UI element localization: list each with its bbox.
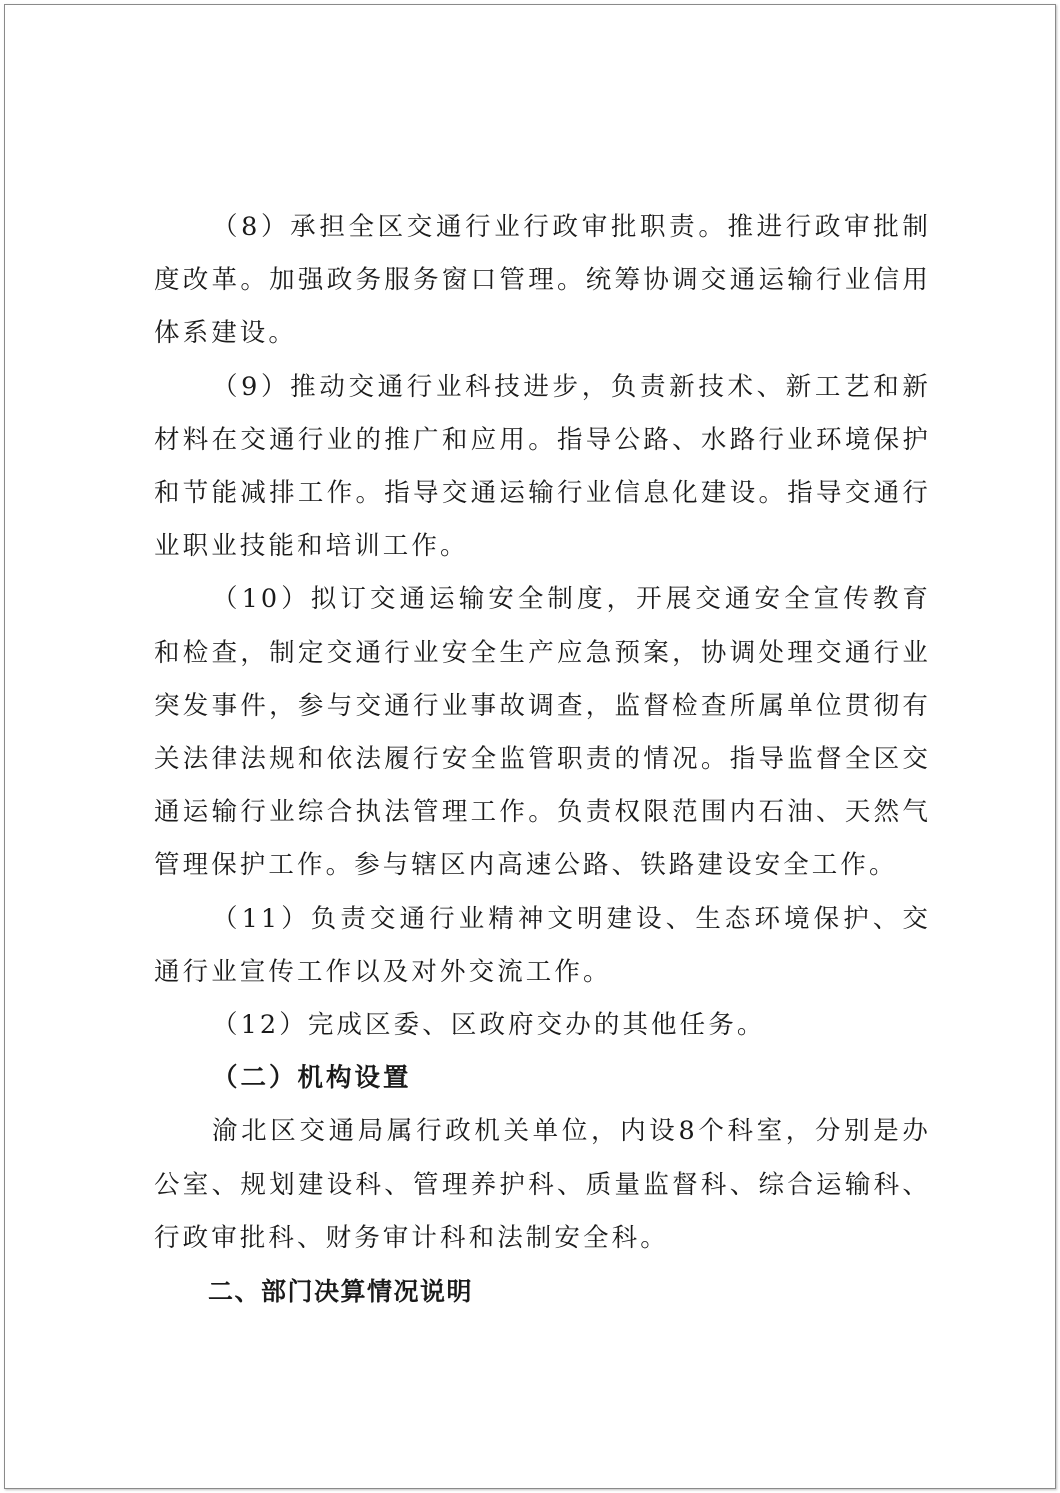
paragraph-item-8: （8）承担全区交通行业行政审批职责。推进行政审批制度改革。加强政务服务窗口管理。统筹协调交通运输行业信用体系建设。 (154, 212, 931, 349)
org-setup-paragraph: 渝北区交通局属行政机关单位，内设8个科室，分别是办公室、规划建设科、管理养护科、质量监督科、综合运输科、行政审批科、财务审计科和法制安全科。 (154, 1116, 931, 1253)
org-setup-heading: （二）机构设置 (212, 1063, 412, 1094)
paragraph-item-11: （11）负责交通行业精神文明建设、生态环境保护、交通行业宣传工作以及对外交流工作。 (154, 903, 931, 987)
paragraph-item-9: （9）推动交通行业科技进步，负责新技术、新工艺和新材料在交通行业的推广和应用。指导公路、水路行业环境保护和节能减排工作。指导交通运输行业信息化建设。指导交通行业职业技能和培训工作。 (154, 371, 931, 562)
section-heading: 二、部门决算情况说明 (208, 1277, 474, 1307)
paragraph-item-12: （12）完成区委、区政府交办的其他任务。 (212, 1010, 766, 1041)
paragraph-item-10: （10）拟订交通运输安全制度，开展交通安全宣传教育和检查，制定交通行业安全生产应急预案，协调处理交通行业突发事件，参与交通行业事故调查，监督检查所属单位贯彻有关法律法规和依法履行安全监管职责的情况。指导监督全区交通运输行业综合执法管理工作。负责权限范围内石油、天然气管理保护工作。参与辖区内高速公路、铁路建设安全工作。 (154, 584, 931, 881)
document-body (154, 201, 931, 1318)
page (4, 4, 1056, 1489)
